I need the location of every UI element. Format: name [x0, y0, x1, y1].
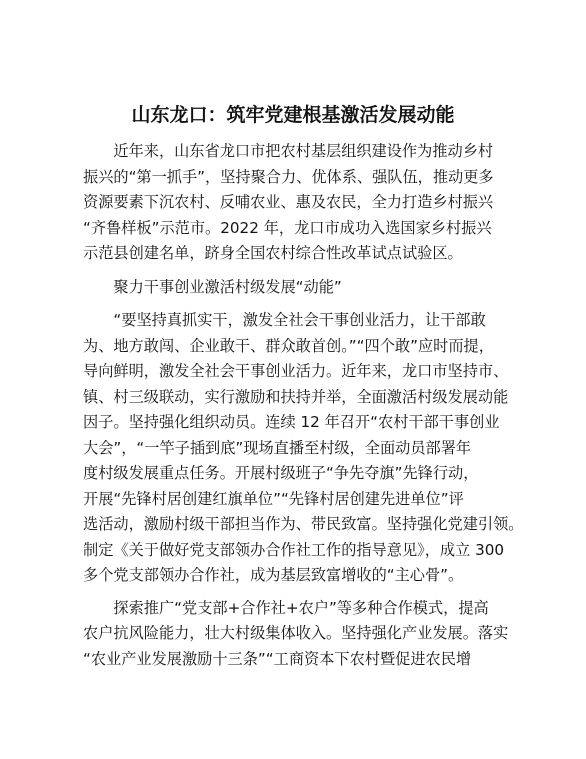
text-line: 为、地方敢闯、企业敢干、群众敢首创。”“四个敢”应时而提， — [83, 336, 494, 355]
text-line: 制定《关于做好党支部领办合作社工作的指导意见》，成立 300 — [83, 540, 505, 559]
paragraph-body — [83, 596, 515, 673]
text-line: 开展“先锋村居创建红旗单位”“先锋村居创建先进单位”评 — [83, 489, 464, 508]
text-line: 探索推广“党支部+合作社+农户”等多种合作模式，提高 — [113, 598, 489, 617]
text-line: “农业产业发展激励十三条”“工商资本下农村暨促进农民增 — [83, 649, 472, 668]
text-line: 选活动，激励村级干部担当作为、带民致富。坚持强化党建引领。 — [83, 515, 524, 533]
text-line: 振兴的“第一抓手”，坚持聚合力、优体系、强队伍，推动更多 — [83, 167, 494, 186]
text-line: 导向鲜明，激发全社会干事创业活力。近年来，龙口市坚持市、 — [83, 362, 509, 380]
text-line: 示范县创建名单，跻身全国农村综合性改革试点试验区。 — [83, 244, 463, 262]
text-line: “齐鲁样板”示范市。2022 年，龙口市成功入选国家乡村振兴 — [83, 218, 492, 237]
paragraph-intro — [83, 139, 515, 267]
paragraph-body — [83, 308, 524, 589]
text-line: 度村级发展重点任务。开展村级班子“争先夺旗”先锋行动， — [83, 464, 479, 482]
text-line: 资源要素下沉农村、反哺农业、惠及农民，全力打造乡村振兴 — [83, 193, 494, 211]
text-line: “要坚持真抓实干，激发全社会干事创业活力，让干部敢 — [113, 311, 486, 329]
text-line: 多个党支部领办合作社，成为基层致富增收的“主心骨”。 — [83, 566, 464, 584]
text-line: 因子。坚持强化组织动员。连续 12 年召开“农村干部干事创业 — [83, 413, 500, 431]
text-line: 镇、村三级联动，实行激励和扶持并举，全面激活村级发展动能 — [83, 387, 509, 406]
text-line: 大会”，“一竿子插到底”现场直播至村级，全面动员部署年 — [83, 438, 472, 457]
text-line: 近年来，山东省龙口市把农村基层组织建设作为推动乡村 — [113, 142, 494, 160]
article-body — [83, 139, 524, 679]
page-title: 山东龙口：筑牢党建根基激活发展动能 — [131, 104, 455, 126]
section-subheading: 聚力干事创业激活村级发展“动能” — [113, 277, 342, 296]
text-line: 农户抗风险能力，壮大村级集体收入。坚持强化产业发展。落实 — [83, 624, 509, 642]
